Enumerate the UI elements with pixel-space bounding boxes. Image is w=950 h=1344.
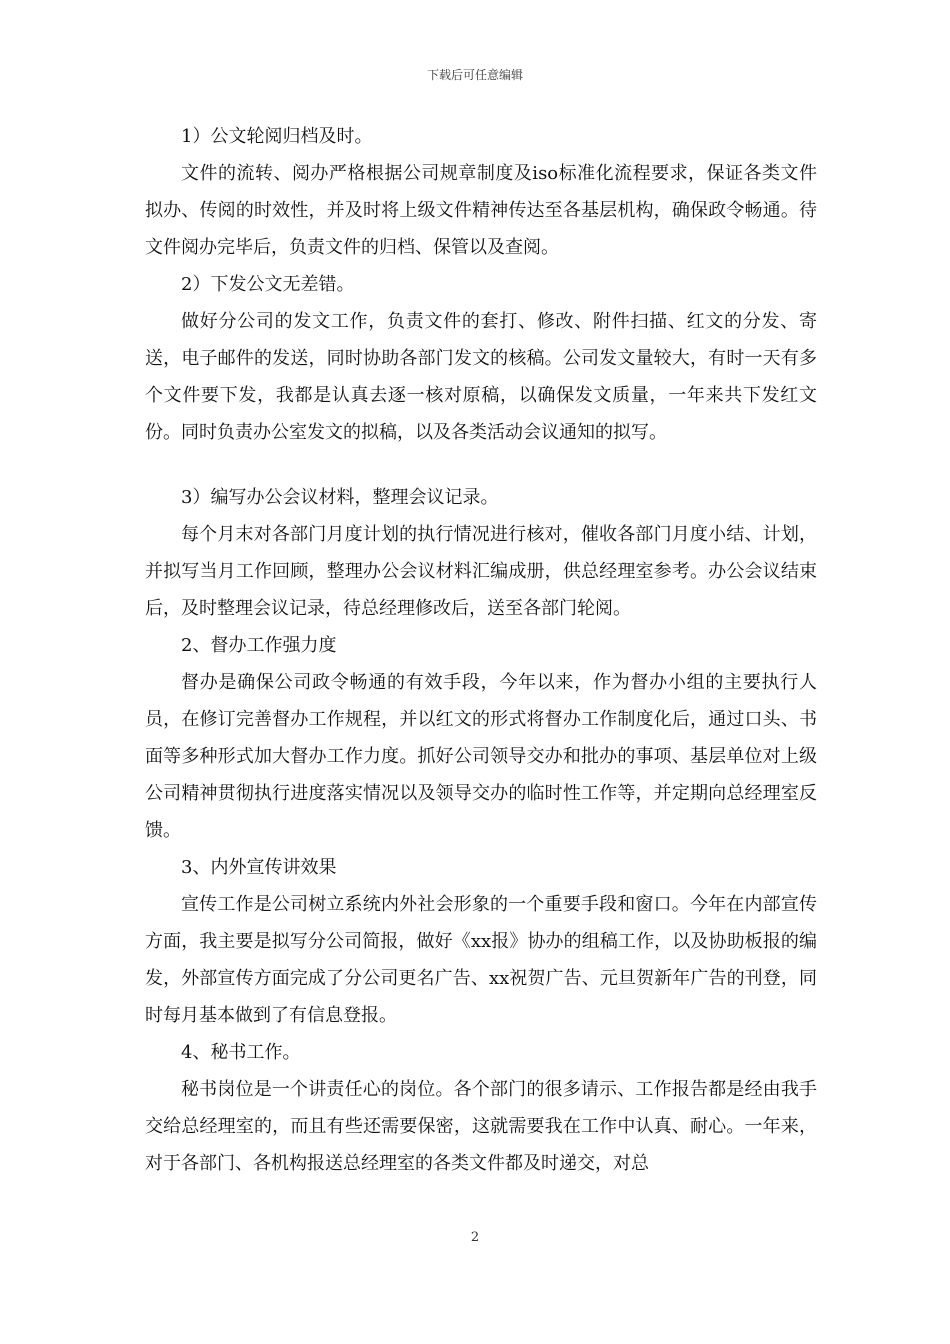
document-body: [145, 118, 817, 1182]
section-paragraph: 每个月末对各部门月度计划的执行情况进行核对，催收各部门月度小结、计划，并拟写当月工作回顾，整理办公会议材料汇编成册，供总经理室参考。办公会议结束后，及时整理会议记录，待总经理修改后，送至各部门轮阅。: [145, 524, 817, 619]
section-paragraph: 做好分公司的发文工作，负责文件的套打、修改、附件扫描、红文的分发、寄送，电子邮件的发送，同时协助各部门发文的核稿。公司发文量较大，有时一天有多个文件要下发，我都是认真去逐一核对原稿，以确保发文质量，一年来共下发红文份。同时负责办公室发文的拟稿，以及各类活动会议通知的拟写。: [145, 311, 817, 443]
section-heading: 3）编写办公会议材料，整理会议记录。: [181, 487, 499, 508]
section-paragraph: 秘书岗位是一个讲责任心的岗位。各个部门的很多请示、工作报告都是经由我手交给总经理室的，而且有些还需要保密，这就需要我在工作中认真、耐心。一年来，对于各部门、各机构报送总经理室的各类文件都及时递交，对总: [145, 1079, 817, 1174]
section-heading: 3、内外宣传讲效果: [181, 857, 337, 878]
page-header: 下载后可任意编辑: [426, 68, 523, 82]
section-paragraph: 文件的流转、阅办严格根据公司规章制度及iso标准化流程要求，保证各类文件拟办、传阅的时效性，并及时将上级文件精神传达至各基层机构，确保政令畅通。待文件阅办完毕后，负责文件的归档、保管以及查阅。: [145, 163, 817, 258]
paragraph-gap: [145, 451, 817, 479]
section-heading: 2、督办工作强力度: [181, 635, 337, 656]
section-paragraph: 督办是确保公司政令畅通的有效手段，今年以来，作为督办小组的主要执行人员，在修订完善督办工作规程，并以红文的形式将督办工作制度化后，通过口头、书面等多种形式加大督办工作力度。抓好公司领导交办和批办的事项、基层单位对上级公司精神贯彻执行进度落实情况以及领导交办的临时性工作等，并定期向总经理室反馈。: [145, 672, 817, 841]
section-heading: 1）公文轮阅归档及时。: [181, 126, 373, 147]
page-number: 2: [470, 1230, 480, 1245]
section-paragraph: 宣传工作是公司树立系统内外社会形象的一个重要手段和窗口。今年在内部宣传方面，我主要是拟写分公司简报，做好《xx报》协办的组稿工作，以及协助板报的编发，外部宣传方面完成了分公司更名广告、xx祝贺广告、元旦贺新年广告的刊登，同时每月基本做到了有信息登报。: [145, 894, 817, 1026]
section-heading: 4、秘书工作。: [181, 1042, 301, 1063]
section-heading: 2）下发公文无差错。: [181, 274, 355, 295]
